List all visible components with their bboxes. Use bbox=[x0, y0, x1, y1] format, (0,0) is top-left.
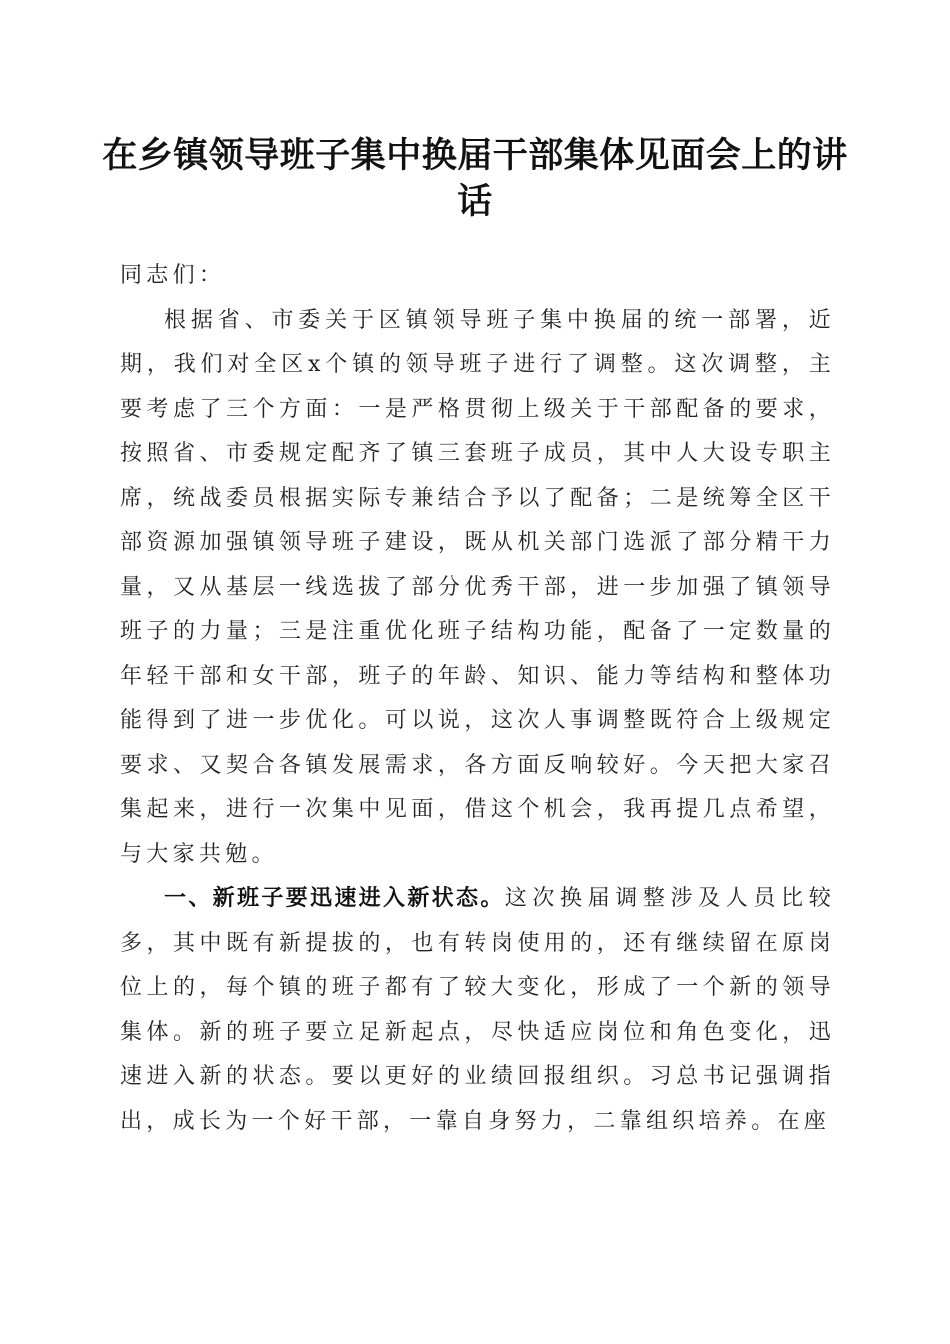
document-body bbox=[120, 254, 835, 1144]
document-title: 在乡镇领导班子集中换届干部集体见面会上的讲话 bbox=[102, 135, 848, 222]
paragraph-intro: 根据省、市委关于区镇领导班子集中换届的统一部署，近期，我们对全区x个镇的领导班子进行了调整。这次调整，主要考虑了三个方面：一是严格贯彻上级关于干部配备的要求，按照省、市委规定配齐了镇三套班子成员，其中人大设专职主席，统战委员根据实际专兼结合予以了配备；二是统筹全区干部资源加强镇领导班子建设，既从机关部门选派了部分精干力量，又从基层一线选拔了部分优秀干部，进一步加强了镇领导班子的力量；三是注重优化班子结构功能，配备了一定数量的年轻干部和女干部，班子的年龄、知识、能力等结构和整体功能得到了进一步优化。可以说，这次人事调整既符合上级规定要求、又契合各镇发展需求，各方面反响较好。今天把大家召集起来，进行一次集中见面，借这个机会，我再提几点希望，与大家共勉。 bbox=[120, 307, 835, 867]
section-1-paragraph bbox=[120, 877, 835, 1144]
section-1-heading: 一、新班子要迅速进入新状态。 bbox=[164, 886, 505, 911]
section-1-text: 这次换届调整涉及人员比较多，其中既有新提拔的，也有转岗使用的，还有继续留在原岗位上的，每个镇的班子都有了较大变化，形成了一个新的领导集体。新的班子要立足新起点，尽快适应岗位和角色变化，迅速进入新的状态。要以更好的业绩回报组织。习总书记强调指出，成长为一个好干部，一靠自身努力，二靠组织培养。在座 bbox=[120, 886, 835, 1134]
salutation: 同志们： bbox=[120, 263, 226, 288]
